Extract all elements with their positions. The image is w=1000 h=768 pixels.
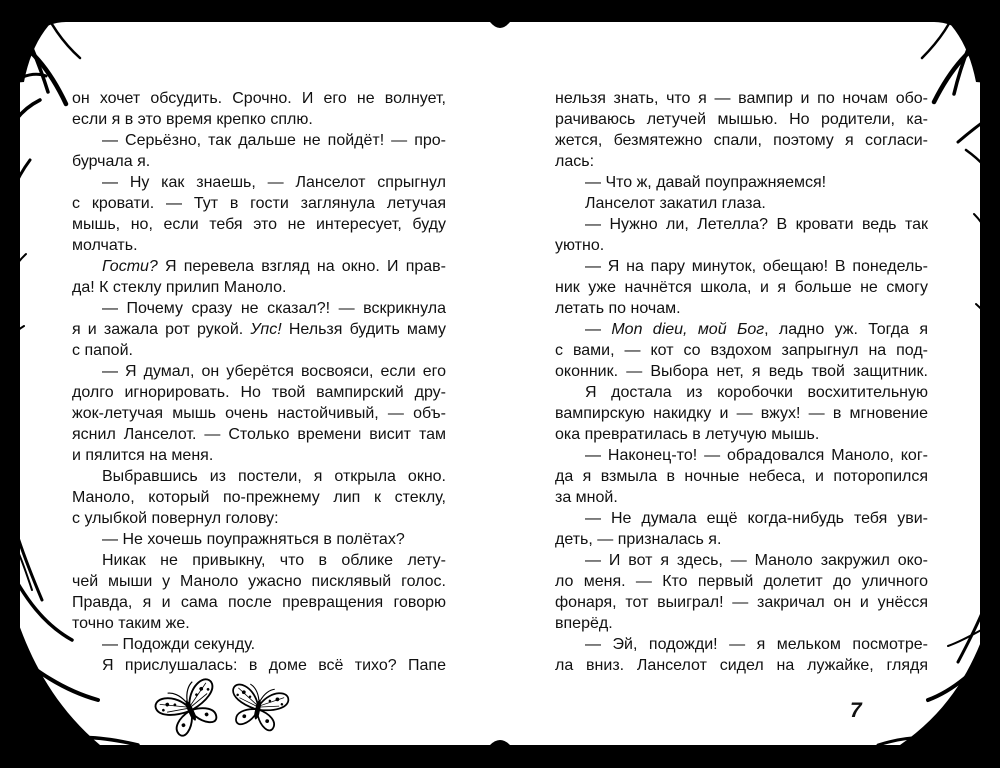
text-span: я и зажала рот рукой. bbox=[72, 321, 244, 338]
text-line bbox=[72, 256, 446, 277]
text-line: да! К стеклу прилип Маноло. bbox=[72, 279, 287, 296]
text-span: Я перевела взгляд на окно. И прав- bbox=[165, 258, 446, 275]
italic-text: Упс! bbox=[250, 321, 282, 338]
text-line: с кровати. — Тут в гости заглянула летучая bbox=[72, 195, 446, 212]
text-line: — Не думала ещё когда-нибудь тебя уви- bbox=[585, 510, 928, 527]
text-line: рачиваюсь летучей мышью. Но родители, ка- bbox=[555, 111, 928, 128]
text-line: уютно. bbox=[555, 237, 605, 254]
text-line bbox=[72, 319, 446, 340]
text-line: бурчала я. bbox=[72, 153, 151, 170]
text-line: яснил Ланселот. — Столько времени висит там bbox=[72, 426, 446, 443]
text-line: Ланселот закатил глаза. bbox=[585, 195, 766, 212]
text-line: — Ну как знаешь, — Ланселот спрыгнул bbox=[102, 174, 446, 191]
text-line: молчать. bbox=[72, 237, 138, 254]
text-line: — Серьёзно, так дальше не пойдёт! — про- bbox=[102, 132, 446, 149]
text-line: Маноло, который по-прежнему лип к стеклу, bbox=[72, 489, 446, 506]
text-line: долго игнорировать. Но твой вампирский дру- bbox=[72, 384, 446, 401]
text-line: — Что ж, давай поупражняемся! bbox=[585, 174, 827, 191]
text-line: — Я на пару минуток, обещаю! В понедель- bbox=[585, 258, 928, 275]
left-page-text bbox=[72, 88, 446, 676]
text-line: ло меня. — Кто первый долетит до уличного bbox=[555, 573, 928, 590]
text-line: — Подожди секунду. bbox=[102, 636, 256, 653]
text-span: — bbox=[585, 321, 601, 338]
text-span: , ладно уж. Тогда я bbox=[764, 321, 928, 338]
text-line: оконник. — Выбора нет, я ведь твой защитник. bbox=[555, 363, 928, 380]
right-page-text bbox=[555, 88, 928, 676]
text-line: жок-летучая мышь очень настойчивый, — объ- bbox=[72, 405, 446, 422]
text-line: жется, безмятежно спали, поэтому я согласи- bbox=[555, 132, 928, 149]
italic-text: Гости? bbox=[102, 258, 158, 275]
page-number: 7 bbox=[850, 699, 862, 722]
text-line: лась: bbox=[555, 153, 595, 170]
text-line: мышь, но, если тебя это не интересует, буду bbox=[72, 216, 446, 233]
text-line: — Не хочешь поупражняться в полётах? bbox=[102, 531, 405, 548]
text-line: — Нужно ли, Летелла? В кровати ведь так bbox=[585, 216, 928, 233]
text-line: вампирскую накидку и — вжух! — в мгновение bbox=[555, 405, 928, 422]
text-line: летать по ночам. bbox=[555, 300, 681, 317]
text-line: Правда, я и сама после превращения говорю bbox=[72, 594, 446, 611]
text-line: — И вот я здесь, — Маноло закружил око- bbox=[585, 552, 928, 569]
text-line: фонаря, тот выиграл! — закричал он и унёсся bbox=[555, 594, 928, 611]
text-line: чей мыши у Маноло ужасно писклявый голос. bbox=[72, 573, 446, 590]
text-line: он хочет обсудить. Срочно. И его не волнует, bbox=[72, 90, 446, 107]
text-line: — Почему сразу не сказал?! — вскрикнула bbox=[102, 300, 446, 317]
text-line: ока превратилась в летучую мышь. bbox=[555, 426, 820, 443]
text-line: Никак не привыкну, что в облике лету- bbox=[102, 552, 446, 569]
text-line: вперёд. bbox=[555, 615, 613, 632]
text-line: деть, — призналась я. bbox=[555, 531, 722, 548]
text-line: с вами, — кот со вздохом запрыгнул на под- bbox=[555, 342, 928, 359]
text-line: Я достала из коробочки восхитительную bbox=[585, 384, 928, 401]
text-line: за мной. bbox=[555, 489, 618, 506]
text-line: с улыбкой повернул голову: bbox=[72, 510, 279, 527]
text-line: — Я думал, он уберётся восвояси, если его bbox=[102, 363, 446, 380]
text-line: Я прислушалась: в доме всё тихо? Папе bbox=[102, 657, 446, 674]
text-line: ник уже начнётся школа, и я больше не смогу bbox=[555, 279, 928, 296]
text-span: Нельзя будить маму bbox=[288, 321, 447, 338]
text-line: и пялится на меня. bbox=[72, 447, 214, 464]
text-line: — Наконец-то! — обрадовался Маноло, ког- bbox=[585, 447, 928, 464]
italic-text: Mon dieu, мой Бог bbox=[611, 321, 765, 338]
text-line bbox=[555, 319, 928, 340]
text-line: точно таким же. bbox=[72, 615, 190, 632]
text-line: ла вниз. Ланселот сидел на лужайке, глядя bbox=[555, 657, 928, 674]
text-line: нельзя знать, что я — вампир и по ночам обо- bbox=[555, 90, 928, 107]
text-line: — Эй, подожди! — я мельком посмотре- bbox=[585, 636, 928, 653]
text-line: с папой. bbox=[72, 342, 133, 359]
text-line: Выбравшись из постели, я открыла окно. bbox=[102, 468, 446, 485]
text-line: если я в это время крепко сплю. bbox=[72, 111, 313, 128]
text-line: да я взмыла в ночные небеса, и поторопился bbox=[555, 468, 928, 485]
